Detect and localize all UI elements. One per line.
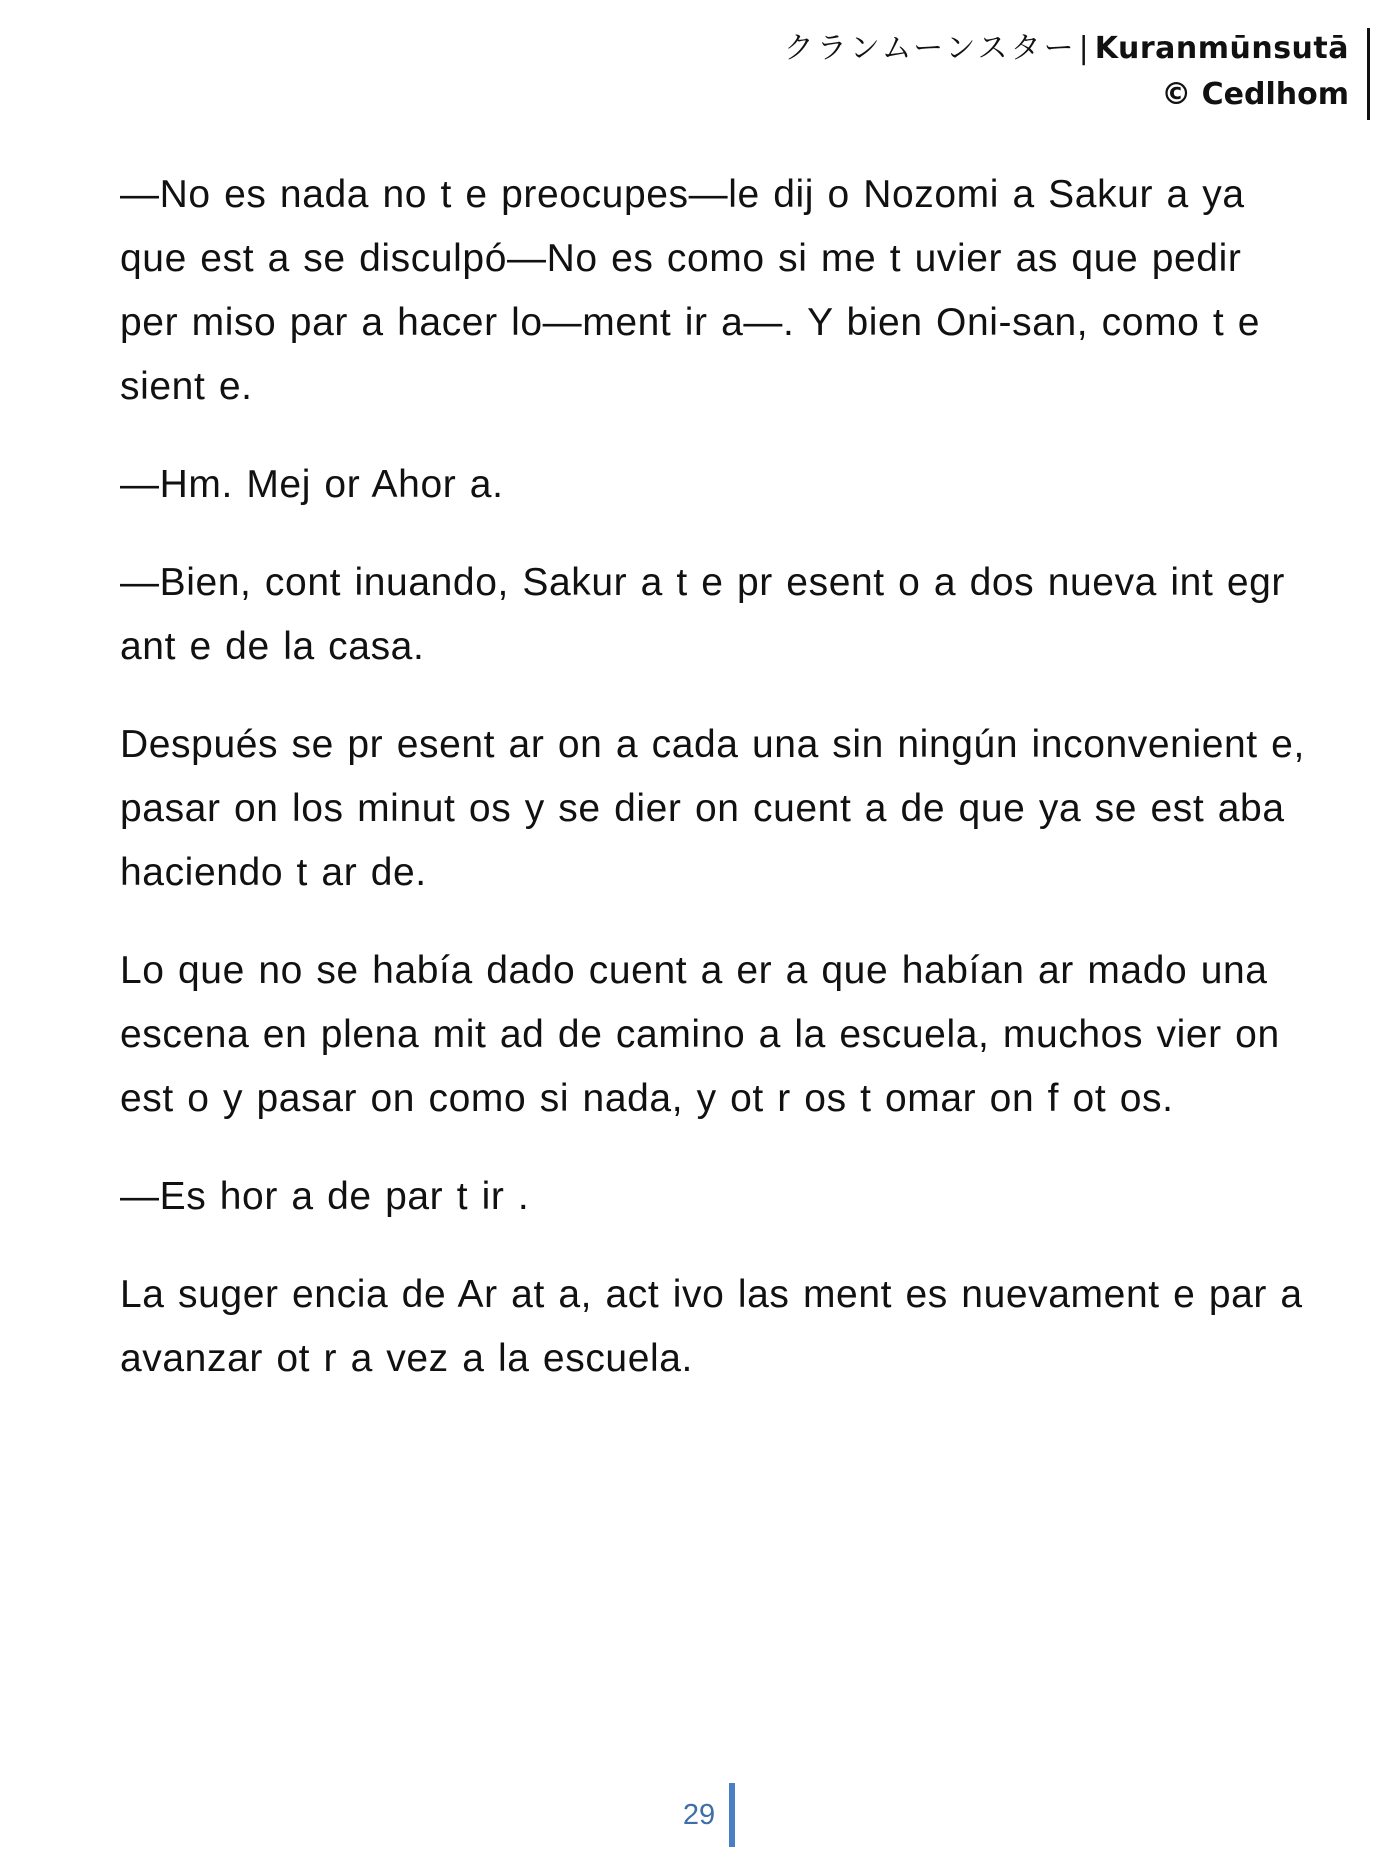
header-copyright: © Cedlhom — [1161, 77, 1349, 112]
paragraph: Después se pr esent ar on a cada una sin ningún inconvenient e, pasar on los minut os y se dier on cuent a de que ya se est aba haciendo t ar de. — [120, 723, 1305, 894]
header-text — [784, 26, 1367, 118]
footer-vertical-rule — [729, 1783, 735, 1847]
page-body — [120, 163, 1310, 1425]
header-romanized-title: Kuranmūnsutā — [1094, 31, 1349, 66]
paragraph: —Bien, cont inuando, Sakur a t e pr esent o a dos nueva int egr ant e de la casa. — [120, 561, 1285, 668]
paragraph: Lo que no se había dado cuent a er a que habían ar mado una escena en plena mit ad de camino a la escuela, muchos vier on est o y pasar on como si nada, y ot r os t omar on f ot os. — [120, 949, 1280, 1120]
header-separator: | — [1078, 31, 1089, 66]
page-number: 29 — [682, 1798, 716, 1831]
header-japanese-title: クランムーンスター — [783, 31, 1077, 66]
header-title-line — [784, 26, 1349, 72]
paragraph: —No es nada no t e preocupes—le dij o Nozomi a Sakur a ya que est a se disculpó—No es como si me t uvier as que pedir per miso par a hacer lo—ment ir a—. Y bien Oni-san, como t e sient e. — [120, 173, 1261, 408]
paragraph: La suger encia de Ar at a, act ivo las ment es nuevament e par a avanzar ot r a vez a la escuela. — [120, 1273, 1303, 1380]
paragraph: —Hm. Mej or Ahor a. — [120, 463, 504, 506]
page-footer — [0, 1783, 1400, 1847]
paragraph: —Es hor a de par t ir . — [120, 1175, 530, 1218]
header-vertical-rule — [1367, 28, 1370, 120]
page-header — [784, 26, 1370, 118]
